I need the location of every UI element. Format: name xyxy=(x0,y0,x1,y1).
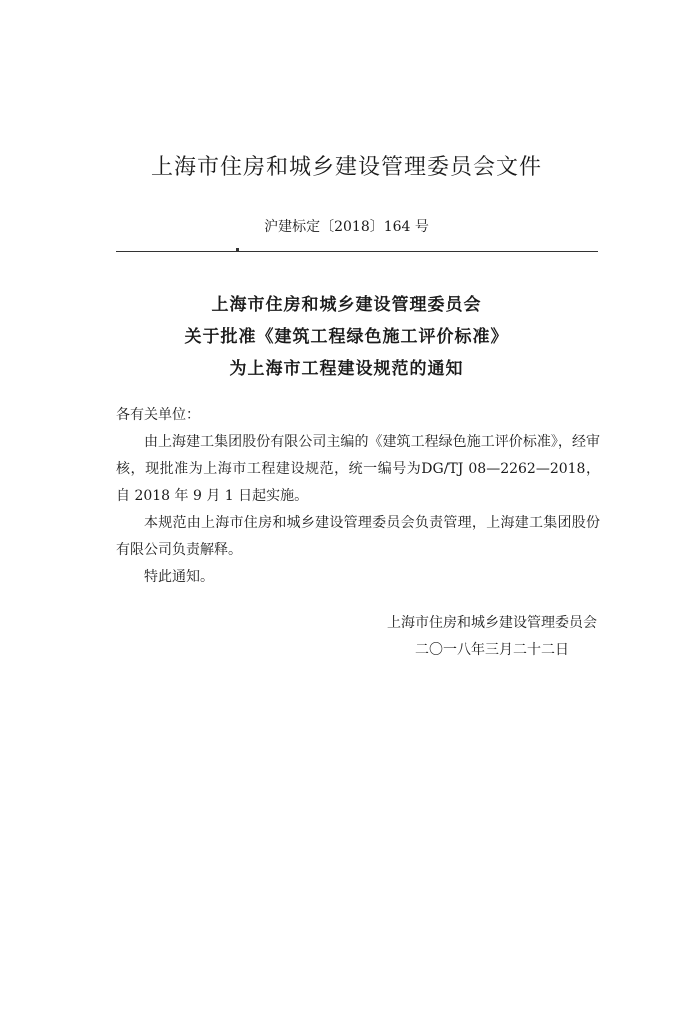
divider-mark xyxy=(236,248,239,251)
salutation: 各有关单位： xyxy=(116,407,200,423)
signature-organization: 上海市住房和城乡建设管理委员会 xyxy=(387,615,597,631)
closing-remark: 特此通知。 xyxy=(144,569,214,585)
notice-title-line1: 上海市住房和城乡建设管理委员会 xyxy=(211,295,482,315)
document-header-title: 上海市住房和城乡建设管理委员会文件 xyxy=(150,155,542,180)
notice-title-line3: 为上海市工程建设规范的通知 xyxy=(229,359,464,379)
signature-date: 二〇一八年三月二十二日 xyxy=(415,642,569,658)
document-number: 沪建标定〔2018〕164 号 xyxy=(264,219,429,235)
body-paragraph-1: 由上海建工集团股份有限公司主编的《建筑工程绿色施工评价标准》，经审核，现批准为上海市工程建设规范，统一编号为DG/TJ 08—2262—2018，自 2018 年 9 月 1 日起实施。 xyxy=(116,434,600,504)
notice-title-line2: 关于批准《建筑工程绿色施工评价标准》 xyxy=(184,327,509,347)
body-paragraph-2: 本规范由上海市住房和城乡建设管理委员会负责管理，上海建工集团股份有限公司负责解释。 xyxy=(116,515,600,558)
header-divider xyxy=(116,251,598,252)
